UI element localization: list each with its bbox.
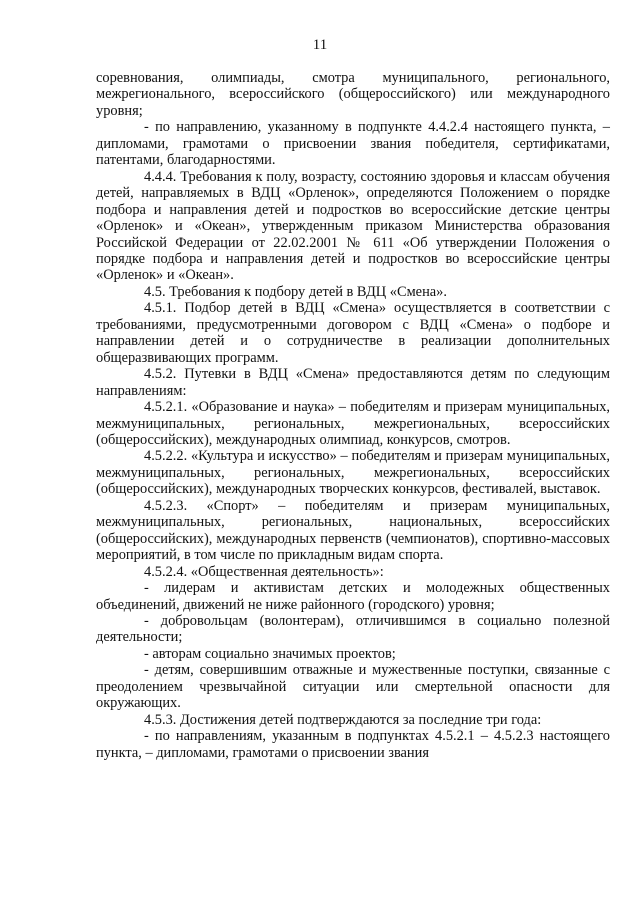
document-body xyxy=(96,70,610,761)
paragraph: - авторам социально значимых проектов; xyxy=(144,645,396,662)
paragraph: - по направлениям, указанным в подпунктах 4.5.2.1 – 4.5.2.3 настоящего пункта, – дипломами, грамотами о присвоении звания xyxy=(96,728,610,761)
paragraph: 4.5.2.1. «Образование и наука» – победителям и призерам муниципальных, межмуниципальных, региональных, межрегиональных, всероссийских (общероссийских), международных олимпиад, конкурсов, смотров. xyxy=(96,399,610,448)
paragraph: - лидерам и активистам детских и молодежных общественных объединений, движений не ниже районного (городского) уровня; xyxy=(96,580,610,613)
paragraph: 4.5.2.4. «Общественная деятельность»: xyxy=(144,563,384,580)
paragraph: 4.5.2.3. «Спорт» – победителям и призерам муниципальных, межмуниципальных, региональных, национальных, всероссийских (общероссийских), международных первенств (чемпионатов), спортивно-массовых мероприятий, в том числе по прикладным видам спорта. xyxy=(96,497,610,564)
paragraph: 4.5.1. Подбор детей в ВДЦ «Смена» осуществляется в соответствии с требованиями, предусмотренными договором с ВДЦ «Смена» о подборе и направлении детей и о сотрудничестве в реализации дополнительных общеразвивающих программ. xyxy=(96,300,610,366)
paragraph: - добровольцам (волонтерам), отличившимся в социально полезной деятельности; xyxy=(96,612,610,646)
paragraph: 4.5. Требования к подбору детей в ВДЦ «Смена». xyxy=(144,283,447,300)
paragraph: соревнования, олимпиады, смотра муниципального, регионального, межрегионального, всероссийского (общероссийского) или международного уровня; xyxy=(96,70,610,119)
paragraph: 4.5.2. Путевки в ВДЦ «Смена» предоставляются детям по следующим направлениям: xyxy=(96,366,610,399)
paragraph: - детям, совершившим отважные и мужественные поступки, связанные с преодолением чрезвычайной ситуации или смертельной опасности для окружающих. xyxy=(96,662,610,712)
page-number: 11 xyxy=(312,37,328,53)
paragraph: 4.5.3. Достижения детей подтверждаются за последние три года: xyxy=(144,711,542,728)
paragraph: 4.4.4. Требования к полу, возрасту, состоянию здоровья и классам обучения детей, направляемых в ВДЦ «Орленок», определяются Положением о порядке подбора и направления детей и подростков во всероссийские детские центры «Орленок» и «Океан», утвержденным приказом Министерства образования Российской Федерации от 22.02.2001 № 611 «Об утверждении Положения о порядке подбора и направления детей и подростков во всероссийские центры «Орленок» и «Океан». xyxy=(96,168,610,284)
paragraph: 4.5.2.2. «Культура и искусство» – победителям и призерам муниципальных, межмуниципальных, региональных, межрегиональных, всероссийских (общероссийских), международных творческих конкурсов, фестивалей, выставок. xyxy=(96,448,610,498)
paragraph: - по направлению, указанному в подпункте 4.4.2.4 настоящего пункта, – дипломами, грамотами о присвоении звания победителя, сертификатами, патентами, благодарностями. xyxy=(96,119,610,169)
